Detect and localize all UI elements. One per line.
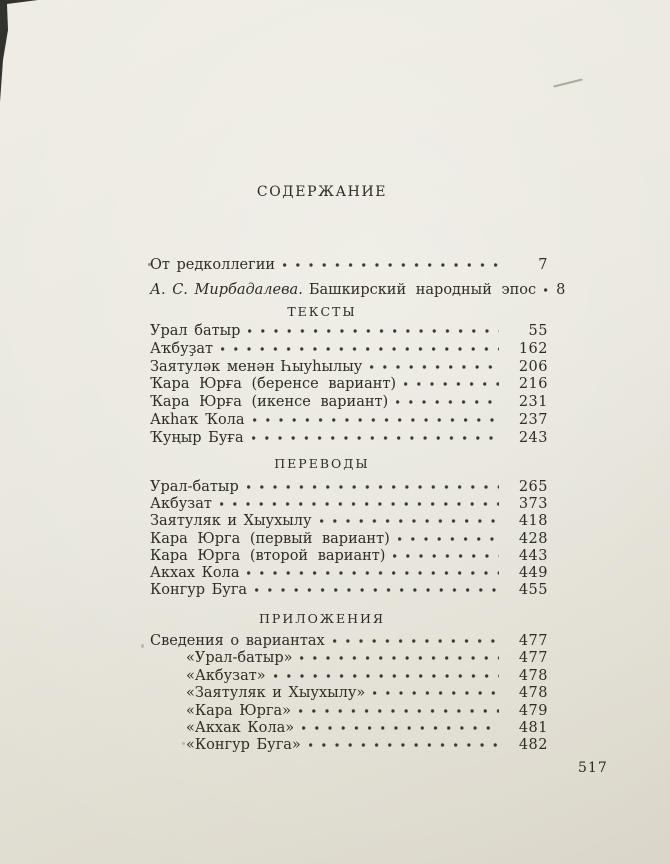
toc-entry-label: «Заятуляк и Хыухылу» xyxy=(186,685,366,702)
toc-section-prilozheniya xyxy=(150,633,548,755)
toc-section-texts xyxy=(150,323,548,448)
toc-entry-label: Аҡбуҙат xyxy=(150,340,214,357)
toc-entry xyxy=(150,412,548,430)
toc-entry-page: 237 xyxy=(518,411,548,428)
toc-entry-label: Акхах Кола xyxy=(150,564,240,581)
toc-entry xyxy=(150,253,548,278)
toc-entry-label: «Кара Юрга» xyxy=(186,702,291,719)
toc-entry-label: «Конгур Буга» xyxy=(186,737,301,754)
toc-entry-label: Башкирский народный эпос xyxy=(308,281,537,298)
toc-entry-page: 477 xyxy=(518,650,548,667)
toc-entry xyxy=(150,737,548,754)
toc-front-matter xyxy=(150,253,566,302)
toc-entry-label: Заятуләк менән Һыуһылыу xyxy=(150,358,363,375)
toc-entry-label: Кара Юрга (второй вариант) xyxy=(150,547,386,564)
toc-entry-page: 7 xyxy=(538,257,548,273)
toc-entry-page: 478 xyxy=(518,685,548,702)
toc-entry-page: 443 xyxy=(518,547,548,564)
toc-entry-page: 478 xyxy=(518,667,548,684)
toc-entry-label: Ҡуңыр Буға xyxy=(150,429,244,446)
toc-entry-page: 8 xyxy=(556,281,566,298)
folio-page-number: 517 xyxy=(578,760,608,776)
section-heading-prilozheniya: ПРИЛОЖЕНИЯ xyxy=(259,611,385,626)
toc-entry xyxy=(150,582,548,599)
toc-entry-page: 55 xyxy=(528,323,548,339)
toc-entry-page: 428 xyxy=(518,530,548,547)
toc-entry-label: Акбузат xyxy=(150,496,212,513)
toc-entry xyxy=(150,323,548,341)
toc-entry-page: 231 xyxy=(518,394,548,411)
toc-entry xyxy=(150,479,548,496)
toc-entry xyxy=(150,278,566,303)
toc-entry-label: Кара Юрга (первый вариант) xyxy=(150,530,390,547)
toc-entry xyxy=(150,633,548,650)
section-heading-perevody: ПЕРЕВОДЫ xyxy=(274,456,370,471)
toc-entry-label: Заятуляк и Хыухылу xyxy=(150,513,312,530)
toc-entry-page: 482 xyxy=(518,737,548,754)
toc-entry-page: 243 xyxy=(518,429,548,446)
toc-entry xyxy=(150,359,548,377)
toc-entry-label: Сведения о вариантах xyxy=(150,633,325,649)
toc-entry-page: 373 xyxy=(518,496,548,513)
toc-entry xyxy=(150,376,548,394)
toc-entry-page: 455 xyxy=(518,582,548,599)
toc-entry xyxy=(150,430,548,448)
toc-entry-page: 481 xyxy=(518,719,548,736)
toc-entry-page: 477 xyxy=(518,633,548,649)
toc-entry-page: 418 xyxy=(518,513,548,530)
toc-entry-label: Урал-батыр xyxy=(150,479,239,495)
toc-entry xyxy=(150,650,548,667)
ink-speck xyxy=(141,644,144,648)
toc-entry-label: Ҡара Юрға (беренсе вариант) xyxy=(150,376,397,393)
toc-entry-label: «Урал-батыр» xyxy=(186,650,293,667)
toc-entry xyxy=(150,703,548,720)
toc-entry-label: Урал батыр xyxy=(150,323,241,339)
toc-entry-page: 265 xyxy=(518,479,548,495)
toc-entry-page: 206 xyxy=(518,358,548,375)
toc-entry-label: Ҡара Юрға (икенсе вариант) xyxy=(150,394,389,411)
toc-entry-label: Конгур Буга xyxy=(150,582,248,599)
section-heading-texts: ТЕКСТЫ xyxy=(287,304,357,319)
toc-entry xyxy=(150,720,548,737)
toc-entry xyxy=(150,513,548,530)
toc-entry xyxy=(150,565,548,582)
scan-corner-shadow xyxy=(0,0,40,110)
toc-entry xyxy=(150,496,548,513)
toc-entry-page: 162 xyxy=(518,340,548,357)
toc-entry-label: «Акбузат» xyxy=(186,667,266,684)
toc-entry xyxy=(150,531,548,548)
toc-entry-label: «Акхак Кола» xyxy=(186,719,295,736)
toc-entry-author: А. С. Мирбадалева. xyxy=(150,281,303,298)
page-title: СОДЕРЖАНИЕ xyxy=(256,184,388,200)
toc-entry-page: 449 xyxy=(518,564,548,581)
toc-entry xyxy=(150,548,548,565)
toc-entry-label: Акһаҡ Ҡола xyxy=(150,411,245,428)
toc-entry xyxy=(150,394,548,412)
toc-entry-label: От редколлегии xyxy=(150,257,276,273)
paper-scratch-mark xyxy=(553,78,583,87)
toc-entry-page: 216 xyxy=(518,376,548,393)
toc-entry xyxy=(150,341,548,359)
toc-section-perevody xyxy=(150,479,548,599)
toc-entry xyxy=(150,685,548,702)
toc-entry xyxy=(150,668,548,685)
toc-entry-page: 479 xyxy=(518,702,548,719)
